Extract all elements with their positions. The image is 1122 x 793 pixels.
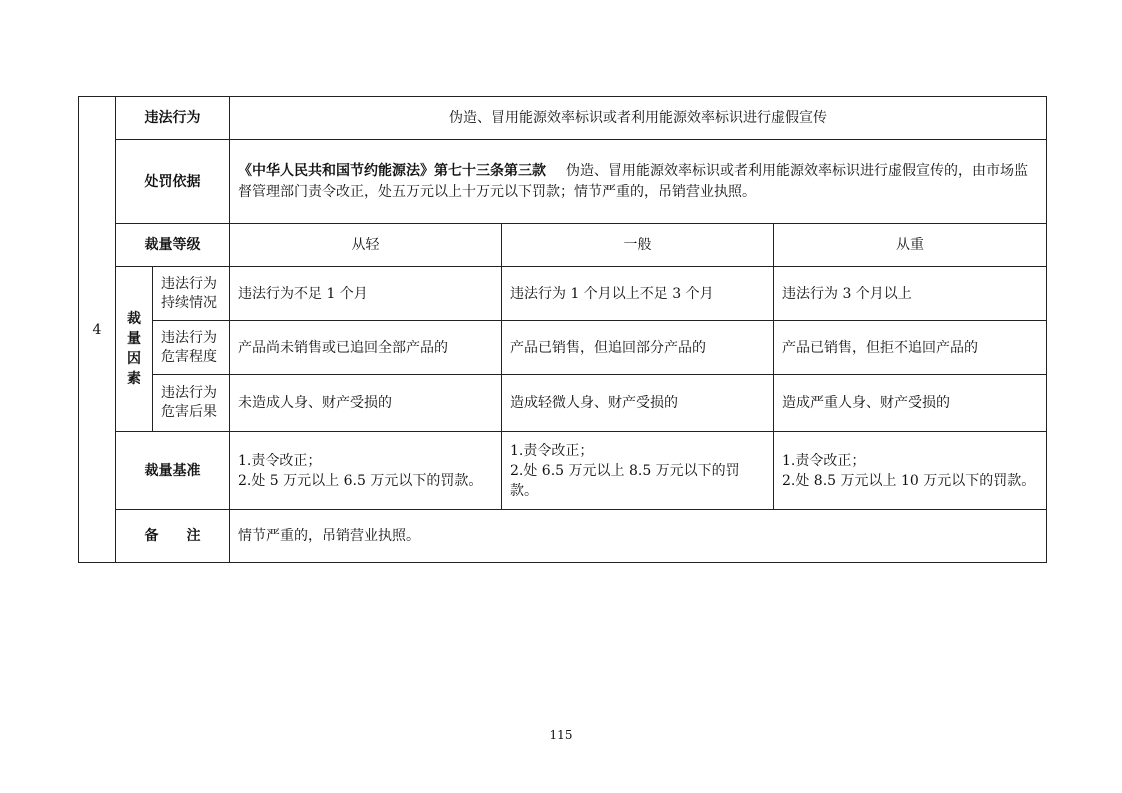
basis-text: 伪造、冒用能源效率标识或者利用能源效率标识进行虚假宣传的，由市场监督管理部门责令改正，处五万元以上十万元以下罚款；情节严重的，吊销营业执照。 [238, 162, 1028, 200]
level-normal: 一般 [502, 224, 774, 267]
penalty-discretion-table [78, 96, 1047, 563]
levels-row [79, 224, 1047, 267]
basis-law-reference: 《中华人民共和国节约能源法》第七十三条第三款 [238, 162, 546, 179]
remark-label: 备注 [116, 510, 230, 563]
levels-label: 裁量等级 [116, 224, 230, 267]
factor-heavy-cell: 造成严重人身、财产受损的 [774, 375, 1047, 432]
basis-value [230, 140, 1047, 224]
page-number: 115 [549, 728, 573, 742]
level-heavy: 从重 [774, 224, 1047, 267]
remark-value: 情节严重的，吊销营业执照。 [230, 510, 1047, 563]
factors-group-char: 素 [127, 371, 141, 387]
factor-label: 违法行为 危害程度 [153, 321, 230, 375]
factor-label: 违法行为 危害后果 [153, 375, 230, 432]
factor-row [79, 321, 1047, 375]
violation-value: 伪造、冒用能源效率标识或者利用能源效率标识进行虚假宣传 [230, 97, 1047, 140]
violation-label: 违法行为 [116, 97, 230, 140]
factor-row [79, 267, 1047, 321]
standard-normal-cell: 1.责令改正； 2.处 6.5 万元以上 8.5 万元以下的罚款。 [502, 432, 774, 510]
standard-label: 裁量基准 [116, 432, 230, 510]
factor-heavy-cell: 产品已销售，但拒不追回产品的 [774, 321, 1047, 375]
factor-heavy-cell: 违法行为 3 个月以上 [774, 267, 1047, 321]
factors-group-char: 因 [127, 351, 141, 367]
factor-light-cell: 未造成人身、财产受损的 [230, 375, 502, 432]
standard-light-cell: 1.责令改正； 2.处 5 万元以上 6.5 万元以下的罚款。 [230, 432, 502, 510]
factor-normal-cell: 违法行为 1 个月以上不足 3 个月 [502, 267, 774, 321]
standard-row [79, 432, 1047, 510]
factor-row [79, 375, 1047, 432]
factor-light-cell: 违法行为不足 1 个月 [230, 267, 502, 321]
factor-light-cell: 产品尚未销售或已追回全部产品的 [230, 321, 502, 375]
level-light: 从轻 [230, 224, 502, 267]
basis-row [79, 140, 1047, 224]
factors-group-char: 裁 [127, 311, 141, 327]
factor-normal-cell: 产品已销售，但追回部分产品的 [502, 321, 774, 375]
factor-normal-cell: 造成轻微人身、财产受损的 [502, 375, 774, 432]
basis-label: 处罚依据 [116, 140, 230, 224]
factors-group-label [116, 267, 153, 432]
factor-label: 违法行为 持续情况 [153, 267, 230, 321]
remark-row [79, 510, 1047, 563]
factors-group-char: 量 [127, 331, 141, 347]
violation-row [79, 97, 1047, 140]
standard-heavy-cell: 1.责令改正； 2.处 8.5 万元以上 10 万元以下的罚款。 [774, 432, 1047, 510]
row-number-cell: 4 [79, 97, 116, 563]
